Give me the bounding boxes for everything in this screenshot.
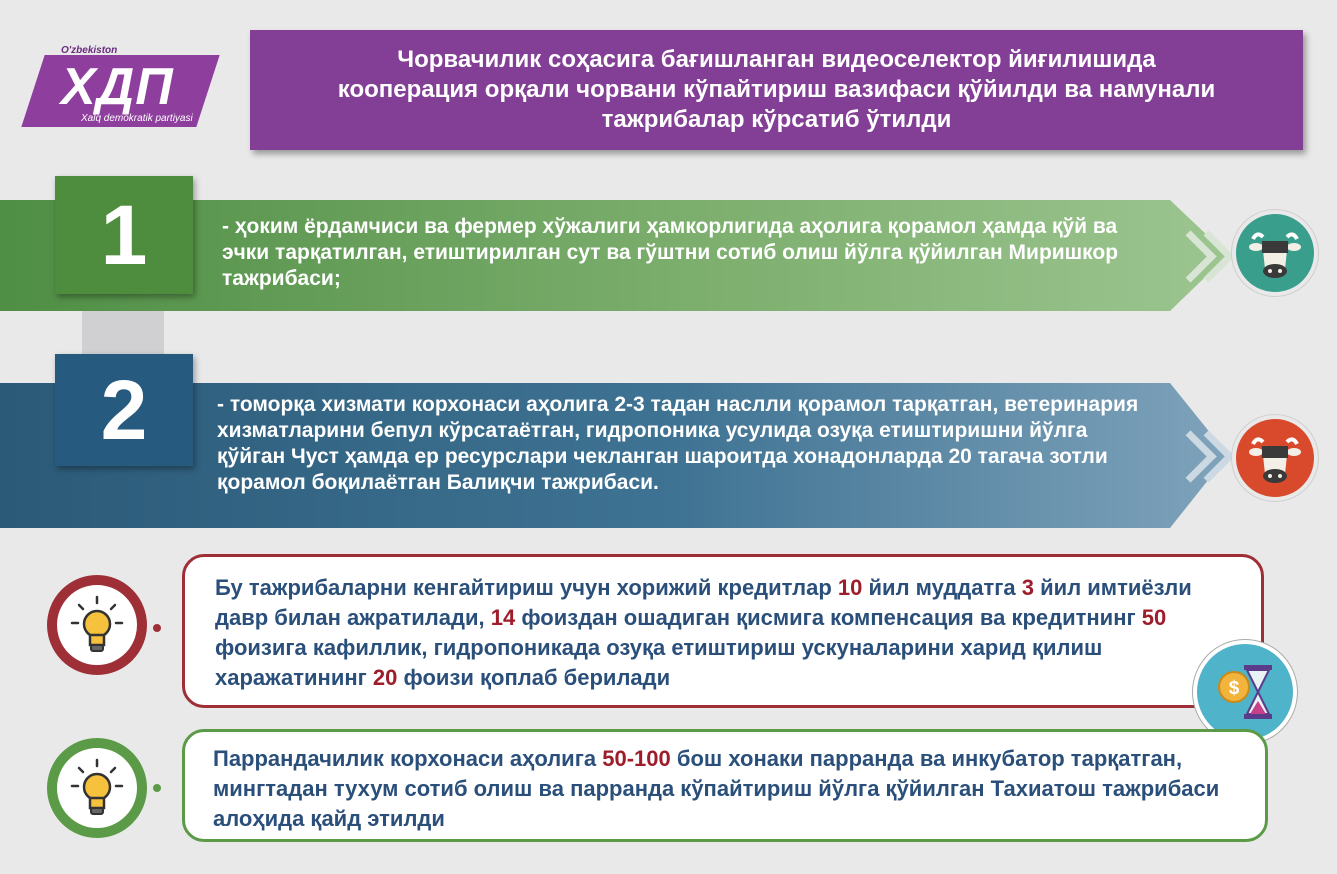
credit-info-box [182, 554, 1264, 708]
item-2-text: - томорқа хизмати корхонаси аҳолига 2-3 тадан наслли қорамол тарқатган, ветеринария хизматларини бепул кўрсатаётган, гидропоника усулида озуқа етиштиришни йўлга қўйган Чуст ҳамда ер ресурслари чекланган шароитда хонадонларда 20 тагача зотли қорамол боқилаётган Балиқчи тажрибаси. [217, 393, 1139, 494]
logo-main-text: ХДП [61, 58, 174, 116]
info-number: 20 [372, 665, 398, 690]
lightbulb-icon [47, 738, 147, 838]
logo-top-text: O'zbekiston [61, 45, 118, 56]
logo-sub-text: Xalq demokratik partiyasi [81, 113, 193, 124]
item-1-text: - ҳоким ёрдамчиси ва фермер хўжалиги ҳамкорлигида аҳолига қорамол ҳамда қўй ва эчки тарқатилган, етиштирилган сут ва гўштни сотиб олиш йўлга қўйилган Миришкор тажрибаси; [222, 215, 1119, 290]
item-1-number: 1 [55, 176, 193, 294]
item-2-number: 2 [55, 354, 193, 466]
connector-dot [153, 784, 161, 792]
info-text: фоизига кафиллик, гидропоникада озуқа етиштириш ускуналарини харид қилиш харажатининг [215, 635, 1103, 690]
info-number: 10 [837, 575, 863, 600]
cow-icon [1232, 415, 1318, 501]
info-text: Паррандачилик корхонаси аҳолига [213, 746, 603, 771]
info-text: йил имтиёзли давр билан ажратилади, [215, 575, 1192, 630]
connector-dot [153, 624, 161, 632]
page-title [250, 30, 1303, 150]
lightbulb-icon [47, 575, 147, 675]
party-logo [33, 45, 213, 130]
info-text: йил муддатга [862, 575, 1022, 600]
info-text: Бу тажрибаларни кенгайтириш учун хорижий кредитлар [215, 575, 838, 600]
svg-text:$: $ [1228, 678, 1240, 699]
info-number: 14 [490, 605, 516, 630]
info-text: фоиздан ошадиган қисмига компенсация ва кредитнинг [515, 605, 1142, 630]
info-number: 50 [1141, 605, 1167, 630]
poultry-info-box [182, 729, 1268, 842]
cow-icon [1232, 210, 1318, 296]
info-text: бош хонаки парранда ва инкубатор тарқатган, мингтадан тухум сотиб олиш ва парранда кўпайтириш йўлга қўйилган Тахиатош тажрибаси алоҳида қайд этилди [213, 746, 1220, 831]
info-number: 3 [1021, 575, 1035, 600]
info-text: фоизи қоплаб берилади [397, 665, 671, 690]
info-number: 50-100 [602, 746, 671, 771]
page-title-text: Чорвачилик соҳасига бағишланган видеоселектор йиғилишида кооперация орқали чорвани кўпайтириш вазифаси қўйилди ва намунали тажрибалар кўрсатиб ўтилди [337, 46, 1216, 133]
